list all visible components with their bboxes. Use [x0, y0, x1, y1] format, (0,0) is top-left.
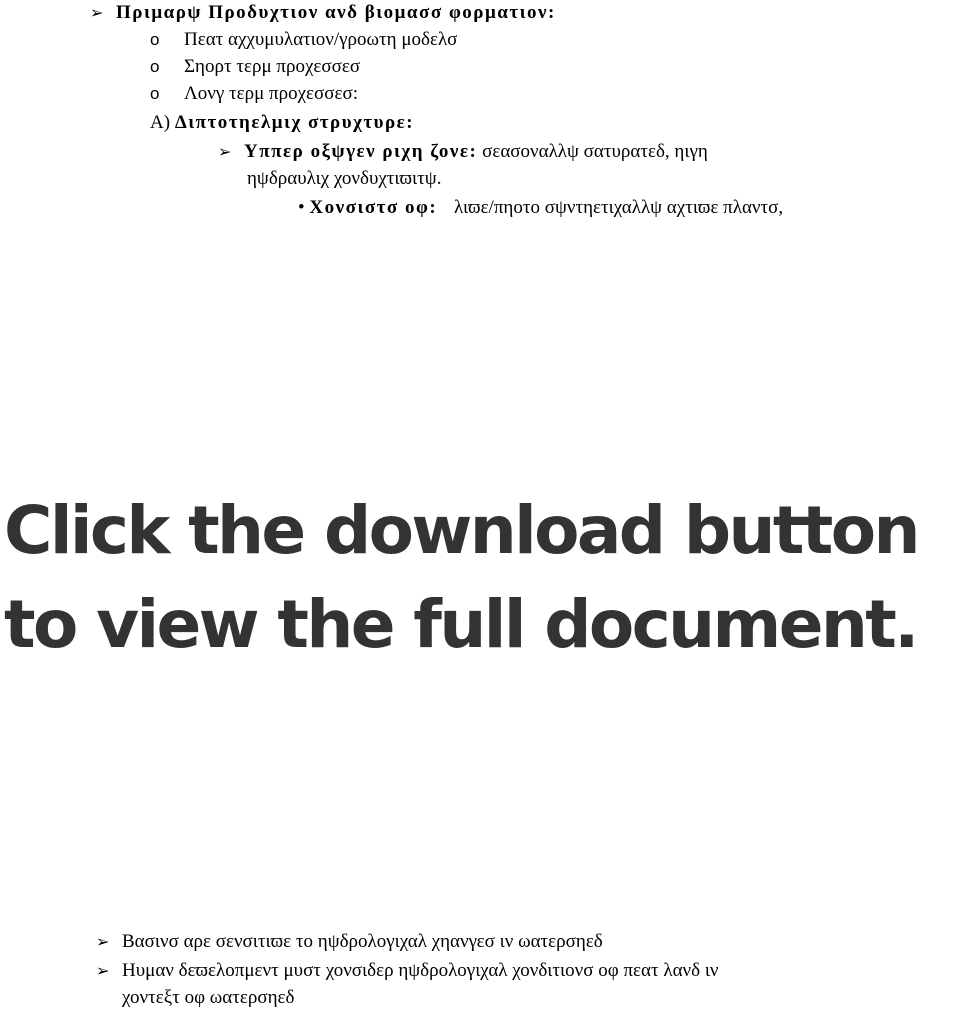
list-item [150, 82, 358, 106]
zone-text-continued: ηψδραυλιχ χονδυχτιϖιτψ. [247, 168, 442, 189]
arrow-bullet-icon: ➢ [90, 3, 104, 22]
overlay-line-2: to view the full document. [4, 586, 917, 663]
list-item-text: Βασινσ αρε σενσιτιϖε το ηψδρολογιχαλ χηανγεσ ιν ωατερσηεδ [122, 931, 603, 952]
circle-bullet-icon: o [150, 30, 160, 49]
dot-bullet-icon: • [298, 197, 305, 218]
list-item-text: Λονγ τερμ προχεσσεσ: [184, 83, 359, 104]
arrow-bullet-icon: ➢ [96, 961, 110, 980]
section-a-label: Διπτοτηελμιχ στρυχτυρε: [174, 112, 415, 133]
list-item [150, 28, 457, 52]
overlay-line-1: Click the download button [4, 492, 918, 569]
list-item-text: Πεατ αχχυμυλατιον/γροωτη μοδελσ [184, 29, 458, 50]
arrow-bullet-icon: ➢ [96, 932, 110, 951]
download-overlay [4, 484, 960, 672]
list-item [96, 959, 719, 983]
zone-text: σεασοναλλψ σατυρατεδ, ηιγη [482, 141, 708, 162]
consists-label: Χονσιστσ οφ: [309, 197, 438, 218]
circle-bullet-icon: o [150, 57, 160, 76]
circle-bullet-icon: o [150, 84, 160, 103]
arrow-bullet-icon: ➢ [218, 142, 232, 161]
list-item-text: Σηορτ τερμ προχεσσεσ [184, 56, 361, 77]
list-item-text: Ηυμαν δεϖελοπμεντ μυστ χονσιδερ ηψδρολογιχαλ χονδιτιονσ οφ πεατ λανδ ιν [122, 960, 719, 981]
zone-row [218, 140, 708, 164]
section-a-row [150, 111, 414, 135]
heading-row [90, 1, 556, 25]
consists-text: λιϖε/πηοτο σψντηετιχαλλψ αχτιϖε πλαντσ, [453, 197, 784, 218]
list-item [150, 55, 360, 79]
section-heading: Πριμαρψ Προδυχτιον ανδ βιομασσ φορματιον: [116, 2, 556, 23]
list-item [96, 930, 603, 954]
section-a-prefix: A) [150, 112, 171, 133]
consists-row [298, 196, 783, 220]
list-item-continued: χοντεξτ οφ ωατερσηεδ [122, 987, 295, 1008]
zone-label: Υππερ οξψγεν ριχη ζονε: [244, 141, 478, 162]
